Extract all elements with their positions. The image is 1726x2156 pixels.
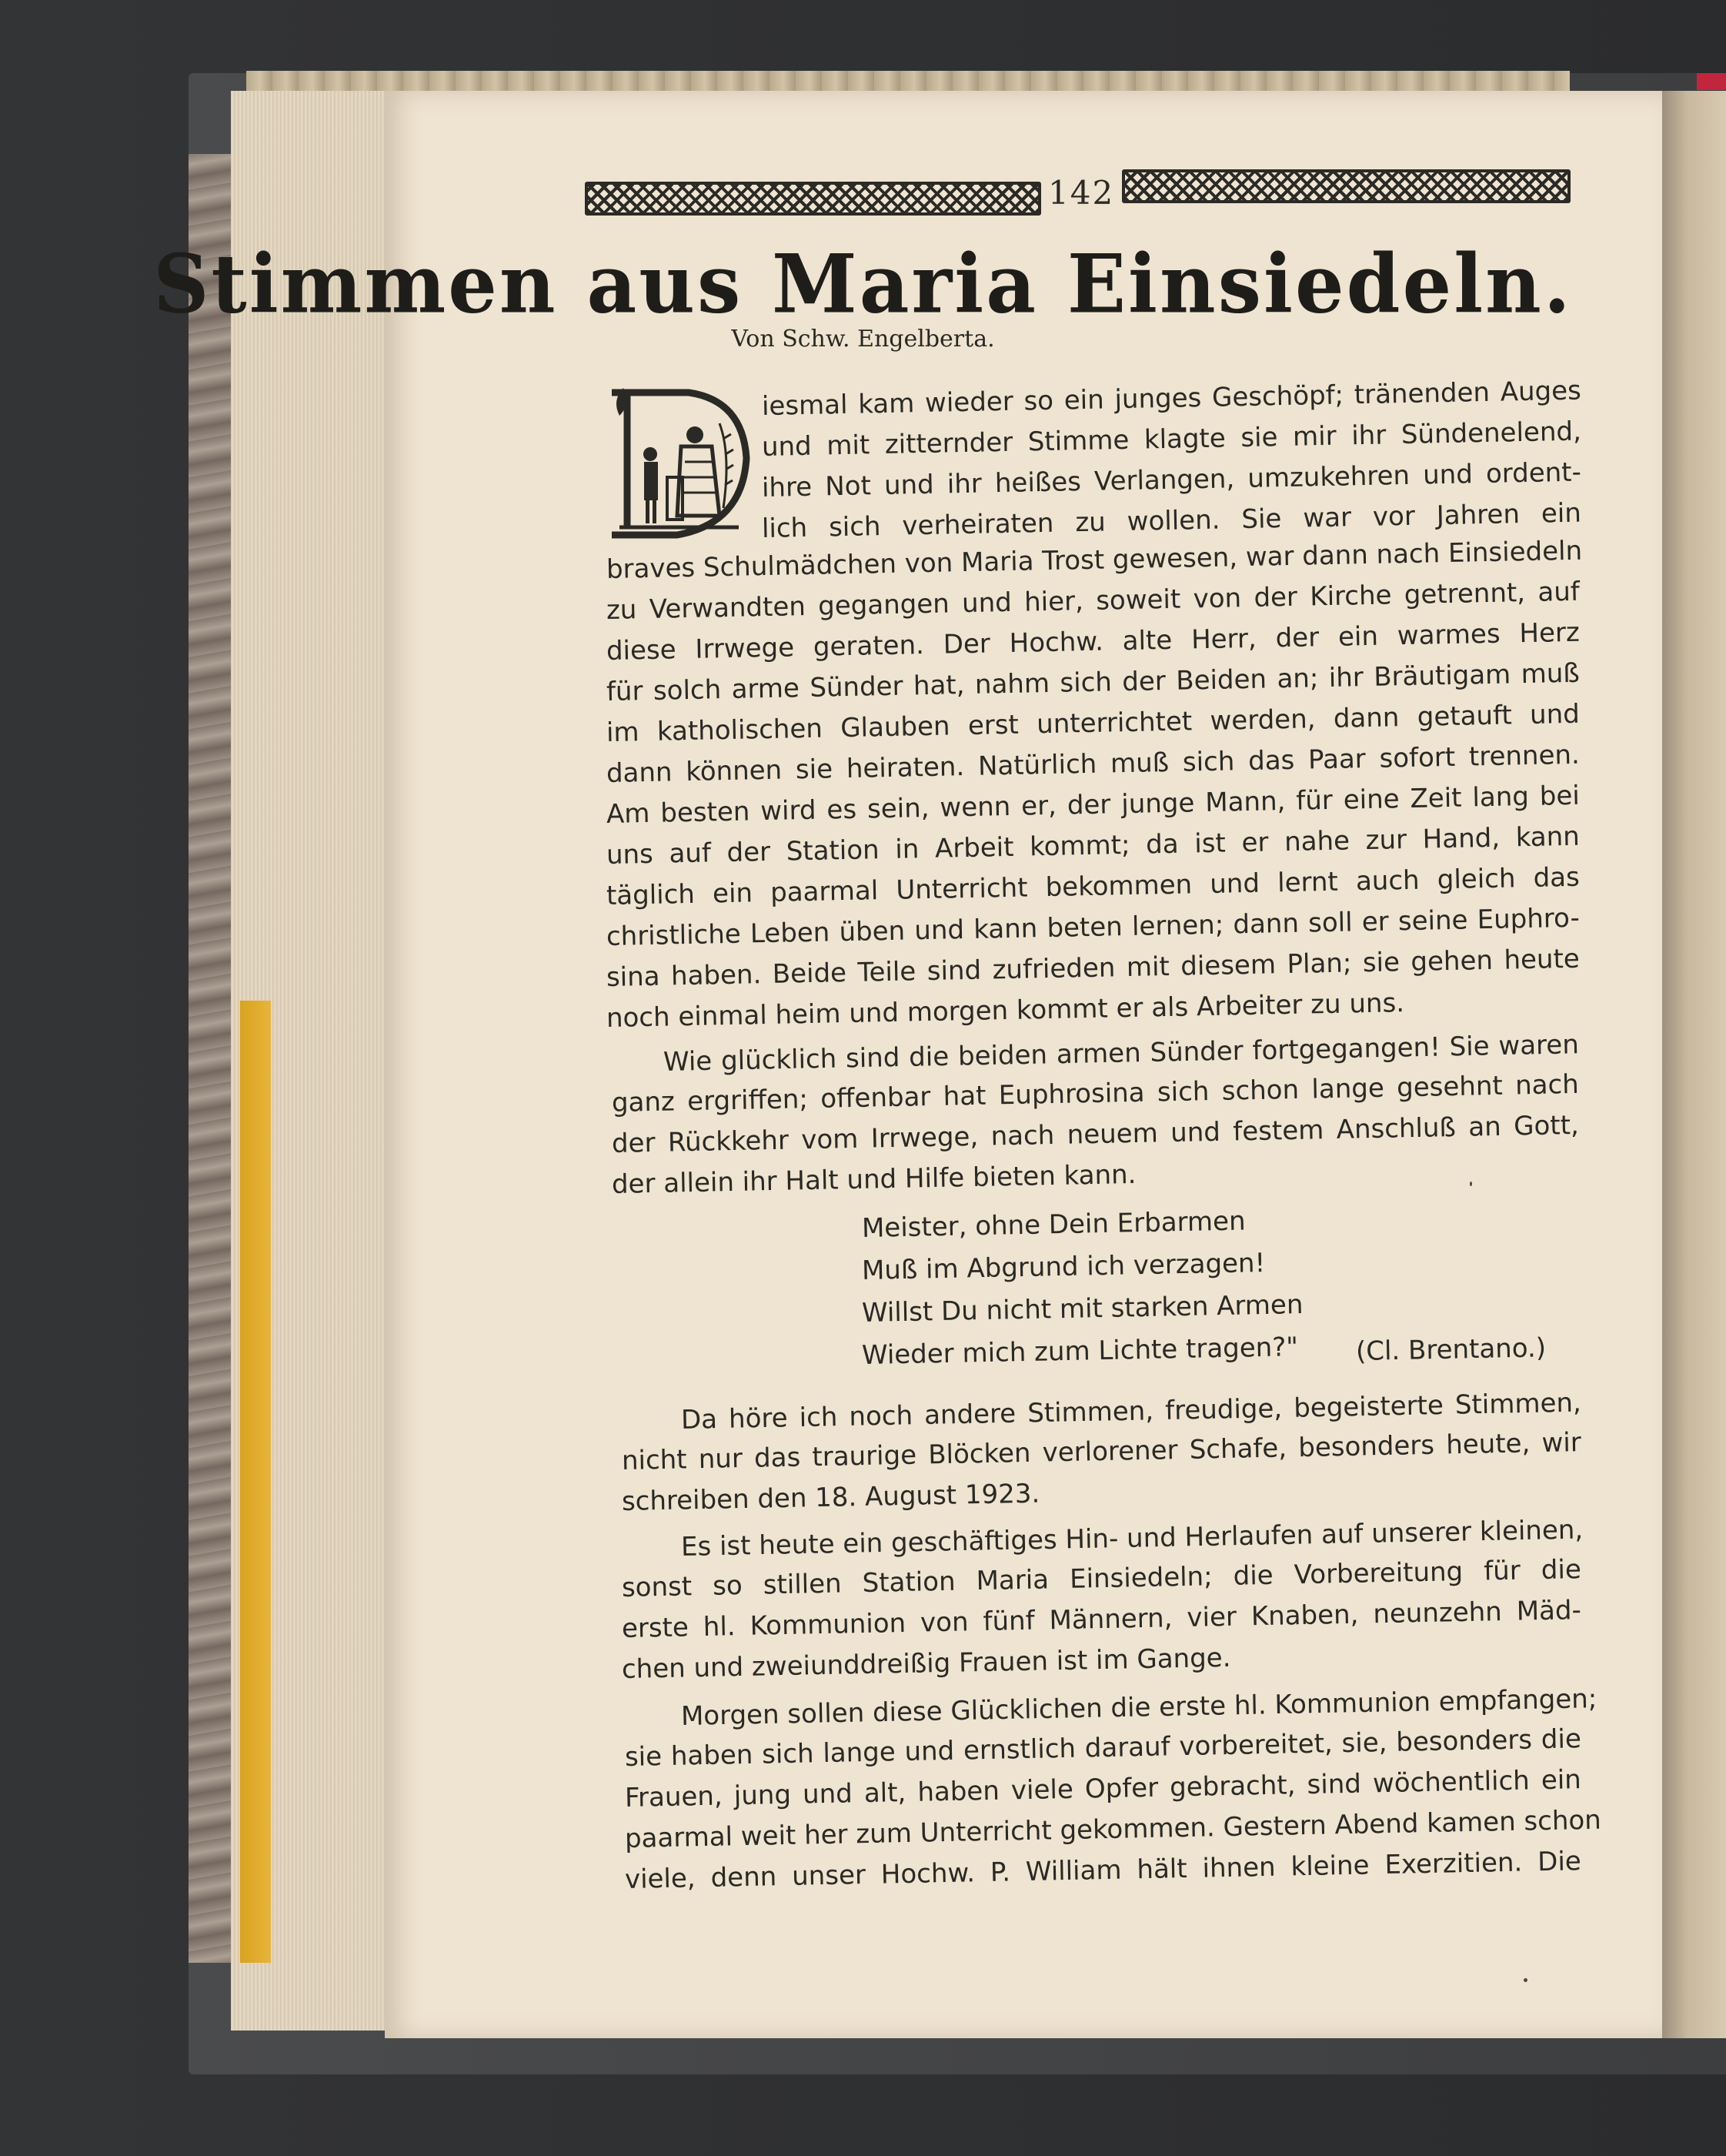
page-title: Stimmen aus Maria Einsiedeln. <box>153 236 1573 332</box>
text-line: sina haben. Beide Teile sind zufrieden mit diesem Plan; sie gehen heute <box>606 943 1581 993</box>
drop-cap-illustration <box>604 377 750 543</box>
paper-speck <box>1524 1978 1527 1982</box>
paper-speck <box>1470 1182 1472 1186</box>
bookmark-ribbon <box>1697 73 1726 90</box>
text-line: Frauen, jung und alt, haben viele Opfer gebracht, sind wöchentlich ein <box>624 1764 1582 1813</box>
text-line: dann können sie heiraten. Natürlich muß sich das Paar sofort trennen. <box>606 739 1581 789</box>
text-line: sie haben sich lange und ernstlich darauf vorbereitet, sie, besonders die <box>624 1723 1582 1773</box>
text-line: täglich ein paarmal Unterricht bekommen und lernt auch gleich das <box>606 861 1581 911</box>
text-line: chen und zweiunddreißig Frauen ist im Gange. <box>621 1642 1231 1685</box>
text-line: der allein ihr Halt und Hilfe bieten kann. <box>611 1158 1137 1200</box>
text-line: lich sich verheiraten zu wollen. Sie war vor Jahren ein <box>761 497 1582 544</box>
text-line: ganz ergriffen; offenbar hat Euphrosina sich schon lange gesehnt nach <box>611 1068 1580 1118</box>
text-line: Wie glücklich sind die beiden armen Sünder fortgegangen! Sie waren <box>663 1029 1580 1078</box>
text-line: sonst so stillen Station Maria Einsiedeln; die Vorbereitung für die <box>621 1554 1582 1603</box>
text-line: schreiben den 18. August 1923. <box>621 1478 1040 1517</box>
text-line: Es ist heute ein geschäftiges Hin- und Herlaufen auf unserer kleinen, <box>680 1514 1584 1563</box>
poem-line: Wieder mich zum Lichte tragen?" <box>861 1332 1299 1371</box>
page-number: 142 <box>1048 174 1115 212</box>
text-line: viele, denn unser Hochw. P. William hält ihnen kleine Exerzitien. Die <box>624 1846 1582 1895</box>
text-line: diese Irrwege geraten. Der Hochw. alte Herr, der ein warmes Herz <box>606 617 1581 667</box>
page-stack-yellow-edge <box>240 1001 271 1963</box>
poem-line: Willst Du nicht mit starken Armen <box>861 1289 1304 1329</box>
text-line: erste hl. Kommunion von fünf Männern, vier Knaben, neunzehn Mäd- <box>621 1595 1582 1644</box>
book-gutter <box>1662 91 1726 2038</box>
text-line: im katholischen Glauben erst unterrichtet werden, dann getauft und <box>606 698 1581 748</box>
byline: Von Schw. Engelberta. <box>731 326 995 353</box>
text-line: uns auf der Station in Arbeit kommt; da ist er nahe zur Hand, kann <box>606 821 1581 871</box>
text-line: christliche Leben üben und kann beten lernen; dann soll er seine Euphro- <box>606 902 1581 952</box>
text-line: Morgen sollen diese Glücklichen die erste hl. Kommunion empfangen; <box>680 1683 1597 1732</box>
text-line: paarmal weit her zum Unterricht gekommen. Gestern Abend kamen schon <box>624 1804 1602 1854</box>
text-line: zu Verwandten gegangen und hier, soweit von der Kirche getrennt, auf <box>606 576 1581 626</box>
text-line: für solch arme Sünder hat, nahm sich der Beiden an; ihr Bräutigam muß <box>606 657 1581 707</box>
text-line: Da höre ich noch andere Stimmen, freudige, begeisterte Stimmen, <box>680 1387 1582 1436</box>
poem-attribution: (Cl. Brentano.) <box>1355 1332 1547 1367</box>
text-line: ihre Not und ihr heißes Verlangen, umzukehren und ordent- <box>761 456 1582 503</box>
header-ornament-left <box>585 182 1041 216</box>
text-line: noch einmal heim und morgen kommt er als Arbeiter zu uns. <box>606 988 1405 1034</box>
poem-line: Muß im Abgrund ich verzagen! <box>861 1247 1266 1286</box>
text-line: und mit zitternder Stimme klagte sie mir ihr Sündenelend, <box>761 416 1582 463</box>
text-line: braves Schulmädchen von Maria Trost gewesen, war dann nach Einsiedeln <box>606 535 1583 585</box>
header-ornament-right <box>1122 169 1571 203</box>
text-line: nicht nur das traurige Blöcken verlorener Schafe, besonders heute, wir <box>621 1427 1582 1476</box>
poem-line: Meister, ohne Dein Erbarmen <box>861 1205 1246 1244</box>
text-line: iesmal kam wieder so ein junges Geschöpf; tränenden Auges <box>761 375 1582 422</box>
text-line: der Rückkehr vom Irrwege, nach neuem und festem Anschluß an Gott, <box>611 1109 1580 1159</box>
text-line: Am besten wird es sein, wenn er, der junge Mann, für eine Zeit lang bei <box>606 780 1581 830</box>
